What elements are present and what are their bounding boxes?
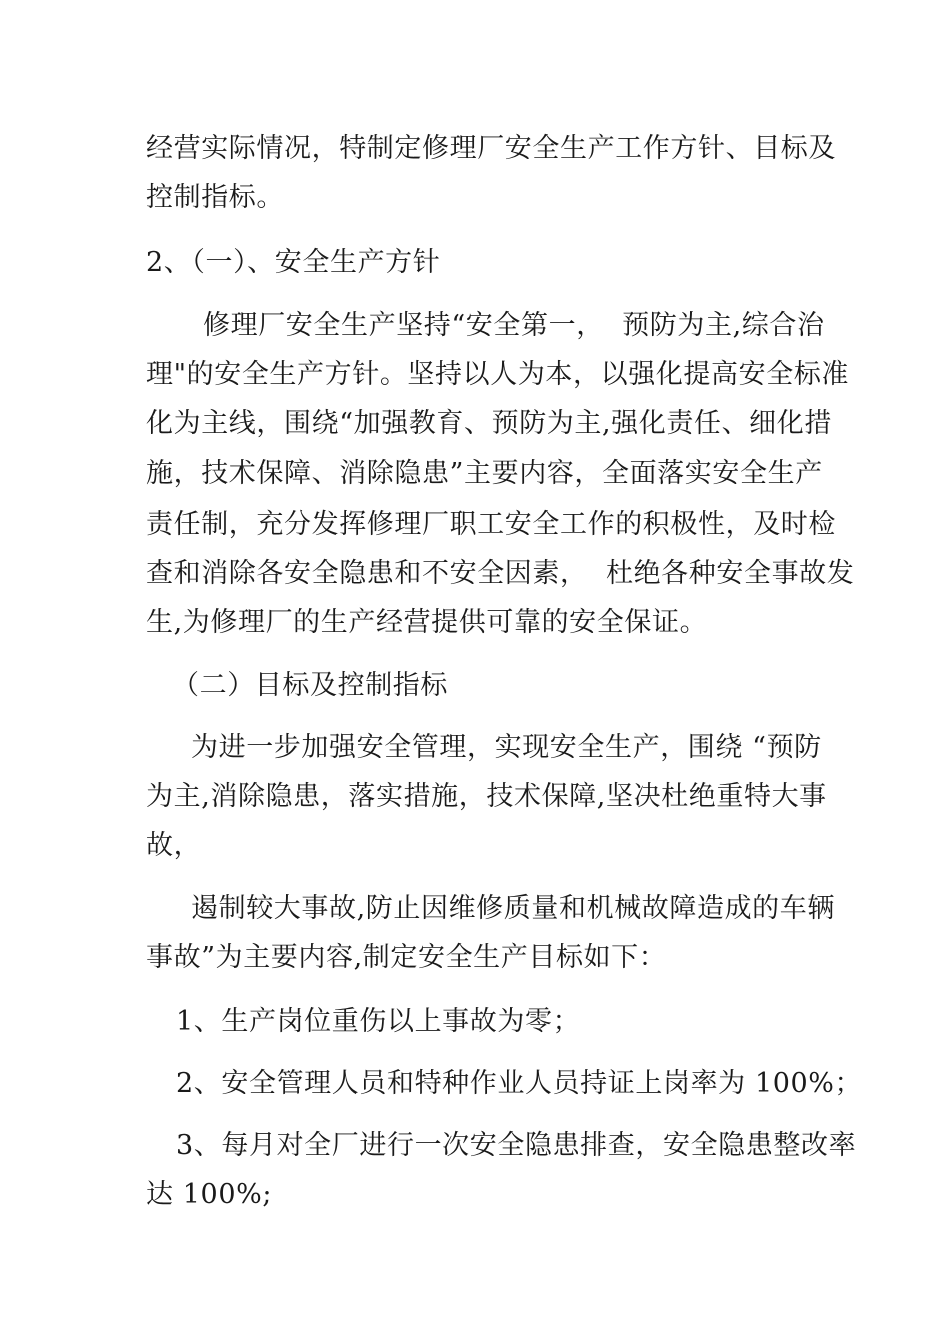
paragraph-line: 责任制，充分发挥修理厂职工安全工作的积极性，及时检	[146, 509, 836, 540]
list-item-continuation: 达 100%;	[146, 1179, 273, 1210]
paragraph-line: 查和消除各安全隐患和不安全因素， 杜绝各种安全事故发	[146, 558, 855, 589]
list-item: 1、生产岗位重伤以上事故为零；	[176, 1006, 581, 1037]
paragraph-line: 生,为修理厂的生产经营提供可靠的安全保证。	[146, 607, 708, 638]
list-item: 3、每月对全厂进行一次安全隐患排查，安全隐患整改率	[176, 1130, 857, 1161]
paragraph-line: 修理厂安全生产坚持“安全第一， 预防为主,综合治	[203, 310, 825, 341]
section-heading: 2、（一）、安全生产方针	[146, 247, 441, 278]
paragraph-line: 化为主线，围绕“加强教育、预防为主,强化责任、细化措	[146, 408, 832, 439]
paragraph-line: 故，	[146, 830, 202, 861]
paragraph-line: 遏制较大事故,防止因维修质量和机械故障造成的车辆	[191, 893, 835, 924]
paragraph-line: 控制指标。	[146, 182, 284, 213]
paragraph-line: 为进一步加强安全管理，实现安全生产，围绕 “预防	[191, 732, 822, 763]
paragraph-line: 经营实际情况，特制定修理厂安全生产工作方针、目标及	[146, 133, 836, 164]
section-heading: （二）目标及控制指标	[172, 670, 448, 701]
paragraph-line: 理"的安全生产方针。坚持以人为本，以强化提高安全标准	[146, 359, 850, 390]
paragraph-line: 施，技术保障、消除隐患”主要内容，全面落实安全生产	[146, 458, 823, 489]
paragraph-line: 为主,消除隐患，落实措施，技术保障,坚决杜绝重特大事	[146, 781, 827, 812]
list-item: 2、安全管理人员和特种作业人员持证上岗率为 100%；	[176, 1068, 863, 1099]
paragraph-line: 事故”为主要内容,制定安全生产目标如下：	[146, 942, 667, 973]
